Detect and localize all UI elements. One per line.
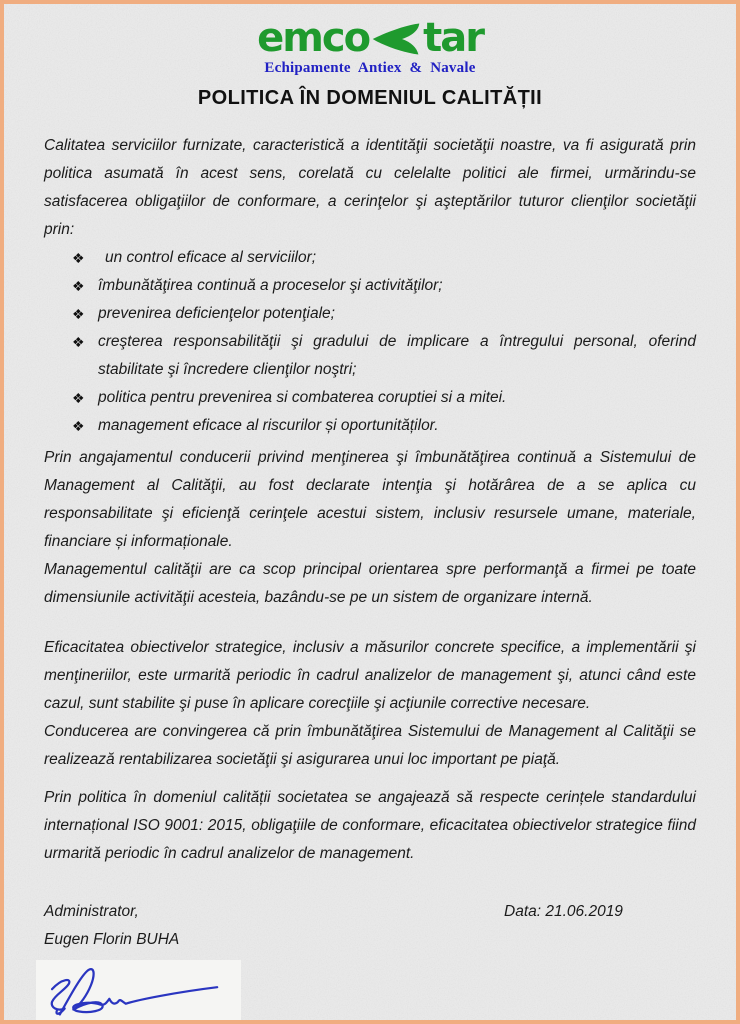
bullet-list xyxy=(44,244,696,440)
page-title: POLITICA ÎN DOMENIUL CALITĂȚII xyxy=(197,87,543,109)
bullet-item xyxy=(72,412,696,440)
bullet-item xyxy=(72,244,696,272)
diamond-bullet-icon: ❖ xyxy=(72,278,85,294)
diamond-bullet-icon: ❖ xyxy=(72,306,85,322)
paragraph-scope: Managementul calităţii are ca scop principal orientarea spre performanţă a firmei pe toate dimensiunile activităţii acesteia, bazându-se pe un sistem de organizare internă. xyxy=(44,561,696,606)
bullet-item xyxy=(72,328,696,384)
diamond-bullet-icon: ❖ xyxy=(72,418,85,434)
bullet-text: un control eficace al serviciilor; xyxy=(105,249,317,266)
handwritten-signature-icon xyxy=(36,960,241,1024)
bullet-text: creşterea responsabilităţii şi gradului de implicare a întregului personal, oferind stabilitate şi încredere clienţilor noştri; xyxy=(98,333,696,378)
signature-date: Data: 21.06.2019 xyxy=(504,903,623,920)
bullet-text: îmbunătăţirea continuă a proceselor şi activităţilor; xyxy=(98,277,443,294)
logo-star-s-icon xyxy=(371,20,421,58)
document-content xyxy=(4,4,736,1020)
signature-header-row xyxy=(44,898,696,926)
diamond-bullet-icon: ❖ xyxy=(72,250,85,266)
logo-text-left: emco xyxy=(257,15,370,61)
bullet-text: politica pentru prevenirea si combaterea coruptiei si a mitei. xyxy=(98,389,507,406)
signature-box xyxy=(36,960,241,1024)
intro-paragraph: Calitatea serviciilor furnizate, caracteristică a identităţii societăţii noastre, va fi asigurată prin politica asumată în acest sens, corelată cu celelalte politici ale firmei, urmărindu-se satisfacerea obligaţiilor de conformare, a cerinţelor şi aşteptărilor tuturor clienţilor societăţii prin: xyxy=(44,137,696,238)
bullet-item xyxy=(72,272,696,300)
paragraph-evaluation: Eficacitatea obiectivelor strategice, inclusiv a măsurilor concrete specifice, a implementării şi menţineriilor, este urmarită periodic în cadrul analizelor de management şi, atunci când este cazul, sunt stabilite şi puse în aplicare corecţiile şi acţiunile corrective necesare. xyxy=(44,639,696,712)
bullet-item xyxy=(72,384,696,412)
paragraph-closing: Prin politica în domeniul calității societatea se angajează să respecte cerințele standardului internațional ISO 9001: 2015, obligaţiile de conformare, eficacitatea obiectivelor strategice fiind urmarită periodic în cadrul analizelor de management. xyxy=(44,789,696,862)
logo-text-right: tar xyxy=(423,15,483,61)
signature-name: Eugen Florin BUHA xyxy=(44,931,180,948)
diamond-bullet-icon: ❖ xyxy=(72,334,85,350)
signature-role: Administrator, xyxy=(44,903,139,920)
bullet-text: prevenirea deficienţelor potenţiale; xyxy=(98,305,335,322)
diamond-bullet-icon: ❖ xyxy=(72,390,85,406)
bullet-text: management eficace al riscurilor și oportunităților. xyxy=(98,417,439,434)
paragraph-conviction: Conducerea are convingerea că prin îmbunătăţirea Sistemului de Management al Calităţii se realizează rentabilizarea societăţii şi asigurarea unui loc important pe piaţă. xyxy=(44,723,696,768)
company-logo xyxy=(44,12,696,60)
paragraph-commitment: Prin angajamentul conducerii privind menţinerea şi îmbunătăţirea continuă a Sistemului de Management al Calităţii, au fost declarate intenţia şi hotărârea de a se aplica cu responsabilitate şi eficienţă cerinţele acestui sistem, inclusiv resursele umane, materiale, financiare și informaționale. xyxy=(44,449,696,550)
logo-tagline: Echipamente Antiex & Navale xyxy=(264,60,476,76)
bullet-item xyxy=(72,300,696,328)
